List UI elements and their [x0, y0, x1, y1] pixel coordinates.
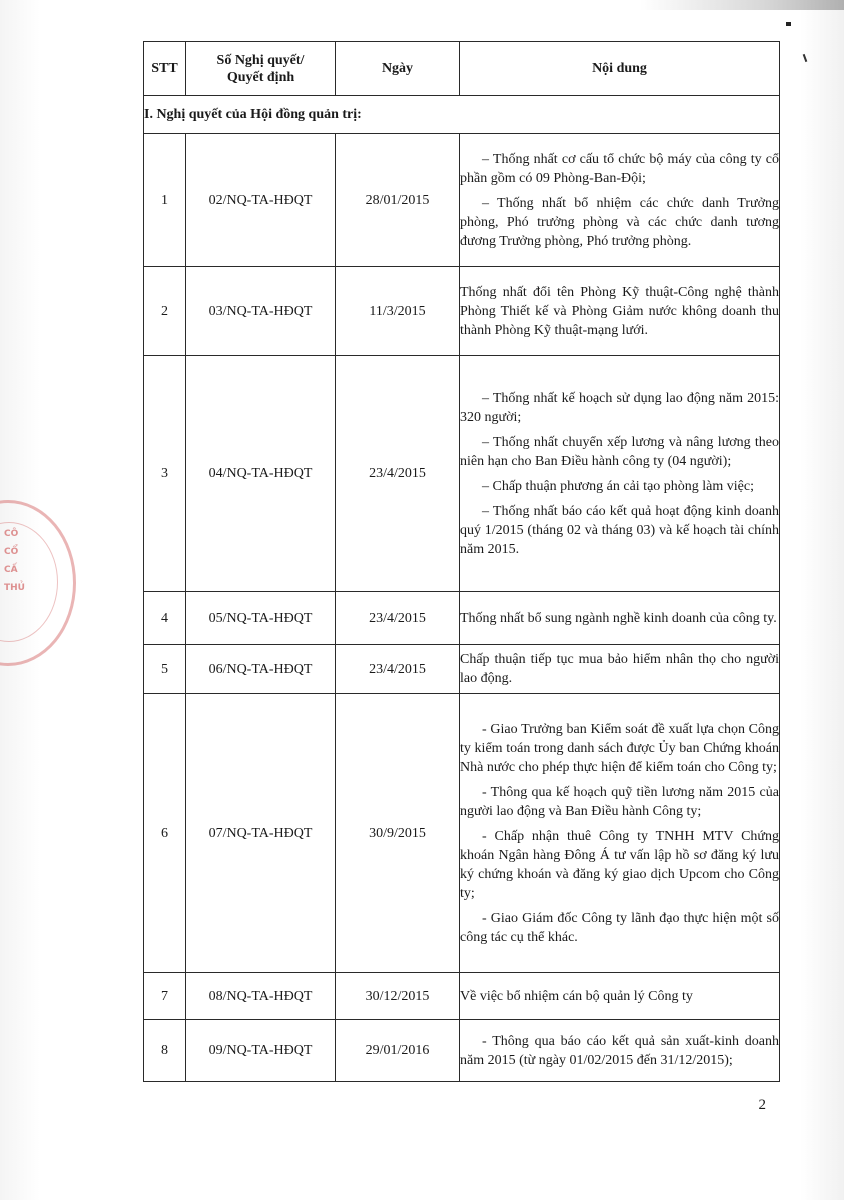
- table-row: [144, 592, 780, 645]
- row-content: [460, 1020, 780, 1082]
- row-date: 30/12/2015: [336, 973, 460, 1020]
- row-date: 23/4/2015: [336, 645, 460, 694]
- row-stt: 6: [144, 694, 186, 973]
- row-content: [460, 592, 780, 645]
- stamp-line: CÔ: [4, 529, 19, 539]
- row-content: [460, 694, 780, 973]
- row-resolution-number: 03/NQ-TA-HĐQT: [186, 267, 336, 356]
- row-stt: 8: [144, 1020, 186, 1082]
- header-resolution-number-line1: Số Nghị quyết/: [216, 52, 305, 68]
- row-date: 23/4/2015: [336, 356, 460, 592]
- header-stt: STT: [144, 42, 186, 96]
- section-title: I. Nghị quyết của Hội đồng quản trị:: [144, 96, 780, 134]
- row-content: [460, 134, 780, 267]
- row-stt: 1: [144, 134, 186, 267]
- stamp-line: THỦ: [4, 583, 25, 593]
- row-resolution-number: 02/NQ-TA-HĐQT: [186, 134, 336, 267]
- header-date: Ngày: [336, 42, 460, 96]
- table-row: [144, 973, 780, 1020]
- content-paragraph: - Chấp nhận thuê Công ty TNHH MTV Chứng khoán Ngân hàng Đông Á tư vấn lập hồ sơ đăng ký lưu ký chứng khoán và đăng ký giao dịch Upcom cho Công ty;: [460, 828, 779, 901]
- resolutions-table: [143, 41, 780, 1082]
- page-number: 2: [758, 1097, 766, 1113]
- content-paragraph: - Giao Giám đốc Công ty lãnh đạo thực hiện một số công tác cụ thể khác.: [460, 910, 779, 945]
- content-paragraph: - Thông qua báo cáo kết quả sản xuất-kinh doanh năm 2015 (từ ngày 01/02/2015 đến 31/12/2015);: [460, 1033, 779, 1068]
- content-paragraph: – Thống nhất kế hoạch sử dụng lao động năm 2015: 320 người;: [460, 390, 779, 425]
- row-date: 11/3/2015: [336, 267, 460, 356]
- content-paragraph: – Thống nhất báo cáo kết quả hoạt động kinh doanh quý 1/2015 (tháng 02 và tháng 03) và kế hoạch tài chính năm 2015.: [460, 503, 779, 557]
- row-content: [460, 973, 780, 1020]
- row-resolution-number: 08/NQ-TA-HĐQT: [186, 973, 336, 1020]
- table-row: [144, 694, 780, 973]
- stamp-line: CẤ: [4, 565, 18, 575]
- header-resolution-number: [186, 42, 336, 96]
- table-row: [144, 356, 780, 592]
- row-resolution-number: 06/NQ-TA-HĐQT: [186, 645, 336, 694]
- row-date: 23/4/2015: [336, 592, 460, 645]
- row-content: [460, 267, 780, 356]
- row-resolution-number: 09/NQ-TA-HĐQT: [186, 1020, 336, 1082]
- row-content: [460, 356, 780, 592]
- row-content: [460, 645, 780, 694]
- header-content: Nội dung: [460, 42, 780, 96]
- content-paragraph: – Thống nhất bổ nhiệm các chức danh Trưởng phòng, Phó trưởng phòng và các chức danh tương đương Trưởng phòng, Phó trưởng phòng.: [460, 195, 779, 249]
- content-paragraph: – Thống nhất chuyển xếp lương và nâng lương theo niên hạn cho Ban Điều hành công ty (04 người);: [460, 434, 779, 469]
- scan-speck: [786, 22, 791, 26]
- content-paragraph: Về việc bổ nhiệm cán bộ quản lý Công ty: [460, 988, 693, 1004]
- content-paragraph: - Giao Trưởng ban Kiểm soát đề xuất lựa chọn Công ty kiểm toán trong danh sách được Ủy ban Chứng khoán Nhà nước cho phép thực hiện để kiểm toán cho Công ty;: [460, 721, 779, 775]
- row-stt: 7: [144, 973, 186, 1020]
- table-row: [144, 134, 780, 267]
- content-paragraph: – Chấp thuận phương án cải tạo phòng làm việc;: [482, 478, 754, 494]
- row-stt: 4: [144, 592, 186, 645]
- row-stt: 5: [144, 645, 186, 694]
- content-paragraph: - Thông qua kế hoạch quỹ tiền lương năm 2015 của người lao động và Ban Điều hành Công ty;: [460, 784, 779, 819]
- row-resolution-number: 04/NQ-TA-HĐQT: [186, 356, 336, 592]
- scan-edge-smudge: [640, 0, 844, 10]
- row-date: 30/9/2015: [336, 694, 460, 973]
- row-date: 28/01/2015: [336, 134, 460, 267]
- row-resolution-number: 05/NQ-TA-HĐQT: [186, 592, 336, 645]
- table-row: [144, 645, 780, 694]
- row-resolution-number: 07/NQ-TA-HĐQT: [186, 694, 336, 973]
- header-resolution-number-line2: Quyết định: [226, 69, 295, 85]
- row-stt: 2: [144, 267, 186, 356]
- section-row: [144, 96, 780, 134]
- table-row: [144, 267, 780, 356]
- stamp-line: CỔ: [4, 547, 19, 557]
- content-paragraph: – Thống nhất cơ cấu tổ chức bộ máy của công ty cổ phần gồm có 09 Phòng-Ban-Đội;: [460, 151, 779, 186]
- row-stt: 3: [144, 356, 186, 592]
- red-seal-stamp-text: [4, 525, 44, 597]
- row-date: 29/01/2016: [336, 1020, 460, 1082]
- content-paragraph: Thống nhất bổ sung ngành nghề kinh doanh của công ty.: [460, 610, 777, 626]
- content-paragraph: Thống nhất đổi tên Phòng Kỹ thuật-Công nghệ thành Phòng Thiết kế và Phòng Giảm nước không doanh thu thành Phòng Kỹ thuật-mạng lưới.: [460, 284, 779, 338]
- table-header-row: [144, 42, 780, 96]
- content-paragraph: Chấp thuận tiếp tục mua bảo hiểm nhân thọ cho người lao động.: [460, 652, 779, 686]
- table-row: [144, 1020, 780, 1082]
